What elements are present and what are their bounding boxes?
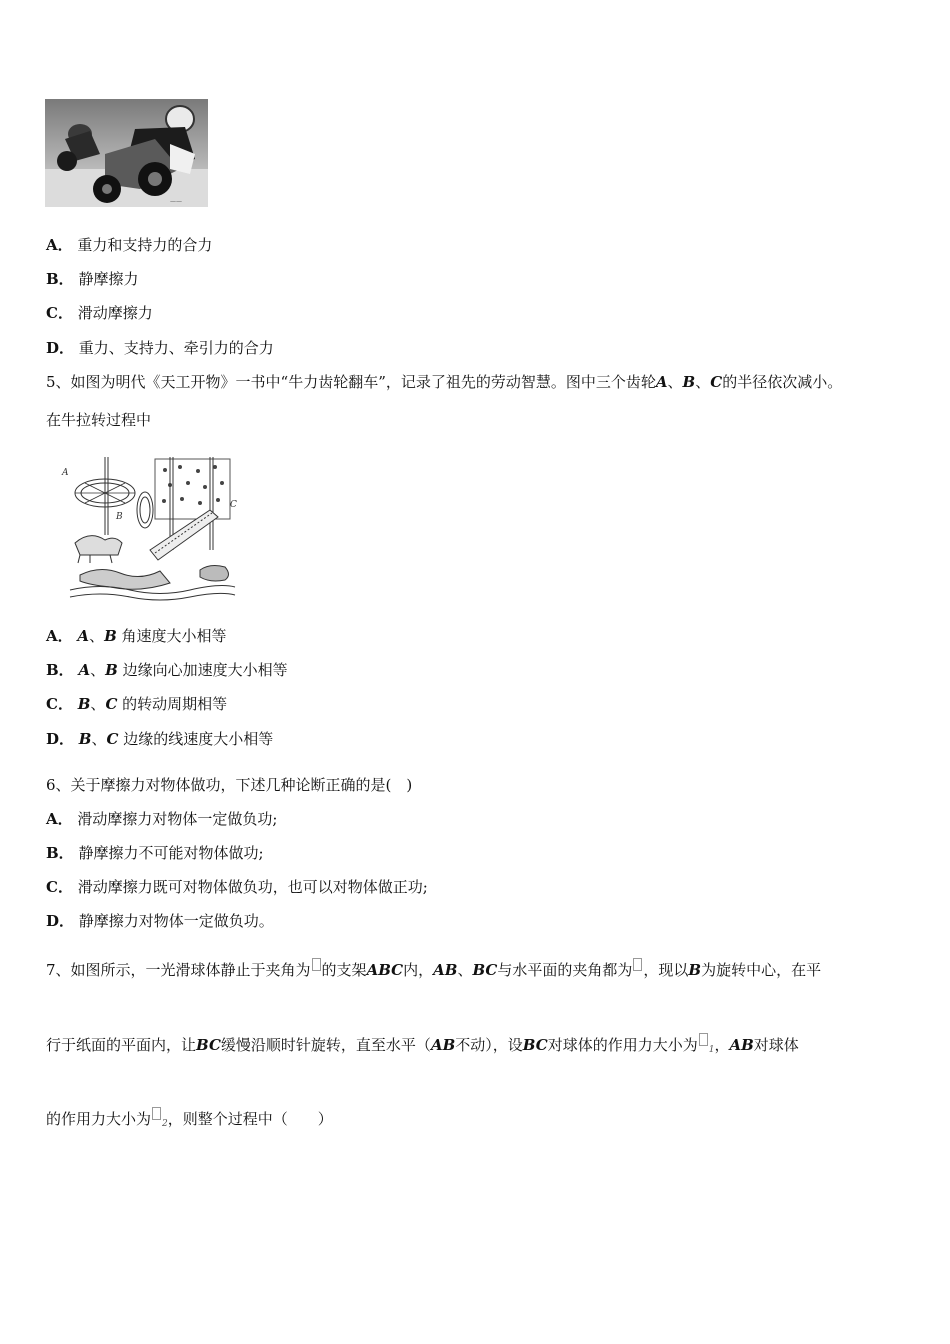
gear-waterwheel-figure (60, 455, 240, 603)
q6-option-a[interactable]: A． 滑动摩擦力对物体一定做负功; (46, 810, 278, 828)
angle-placeholder-icon (633, 958, 642, 971)
q7-stem-line3: 的作用力大小为 $_2$，则整个过程中（ ） (46, 1107, 333, 1134)
q5-option-c[interactable]: C． B、C 的转动周期相等 (46, 695, 228, 713)
q5-option-a[interactable]: A． A、B 角速度大小相等 (46, 627, 227, 645)
q6-stem: 6、关于摩擦力对物体做功，下述几种论断正确的是( ) (46, 776, 413, 794)
q4-option-a[interactable]: A． 重力和支持力的合力 (46, 236, 213, 254)
q4-option-d[interactable]: D． 重力、支持力、牵引力的合力 (46, 339, 274, 357)
figure-label-a: A (62, 468, 69, 478)
q5-option-d[interactable]: D． B、C 边缘的线速度大小相等 (46, 730, 274, 748)
q6-option-b[interactable]: B． 静摩擦力不可能对物体做功; (46, 844, 264, 862)
q6-option-d[interactable]: D． 静摩擦力对物体一定做负功。 (46, 912, 274, 930)
q7-stem-line1: 7、如图所示，一光滑球体静止于夹角为 的支架ABC内，AB、BC与水平面的夹角都为 ，现以B为旋转中心，在平 (46, 958, 821, 980)
figure-label-b: B (116, 512, 123, 522)
q4-option-b[interactable]: B． 静摩擦力 (46, 270, 139, 288)
q5-stem-cont: 在牛拉转过程中 (46, 411, 152, 429)
q4-option-c[interactable]: C． 滑动摩擦力 (46, 304, 153, 322)
force-placeholder-icon (699, 1033, 708, 1046)
q6-option-c[interactable]: C． 滑动摩擦力既可对物体做负功，也可以对物体做正功; (46, 878, 428, 896)
q5-stem: 5、如图为明代《天工开物》一书中“牛力齿轮翻车”，记录了祖先的劳动智慧。图中三个齿轮A、B、C的半径依次减小。 (46, 373, 843, 391)
figure-label-c: C (230, 500, 237, 510)
motorcycle-photo (45, 99, 208, 207)
q5-option-b[interactable]: B． A、B 边缘向心加速度大小相等 (46, 661, 288, 679)
q7-stem-line2: 行于纸面的平面内，让BC缓慢沿顺时针旋转，直至水平（AB不动），设BC对球体的作用力大小为 $_1$，AB对球体 (46, 1033, 799, 1060)
svg-text:——: —— (170, 198, 182, 205)
angle-placeholder-icon (312, 958, 321, 971)
force-placeholder-icon (152, 1107, 161, 1120)
